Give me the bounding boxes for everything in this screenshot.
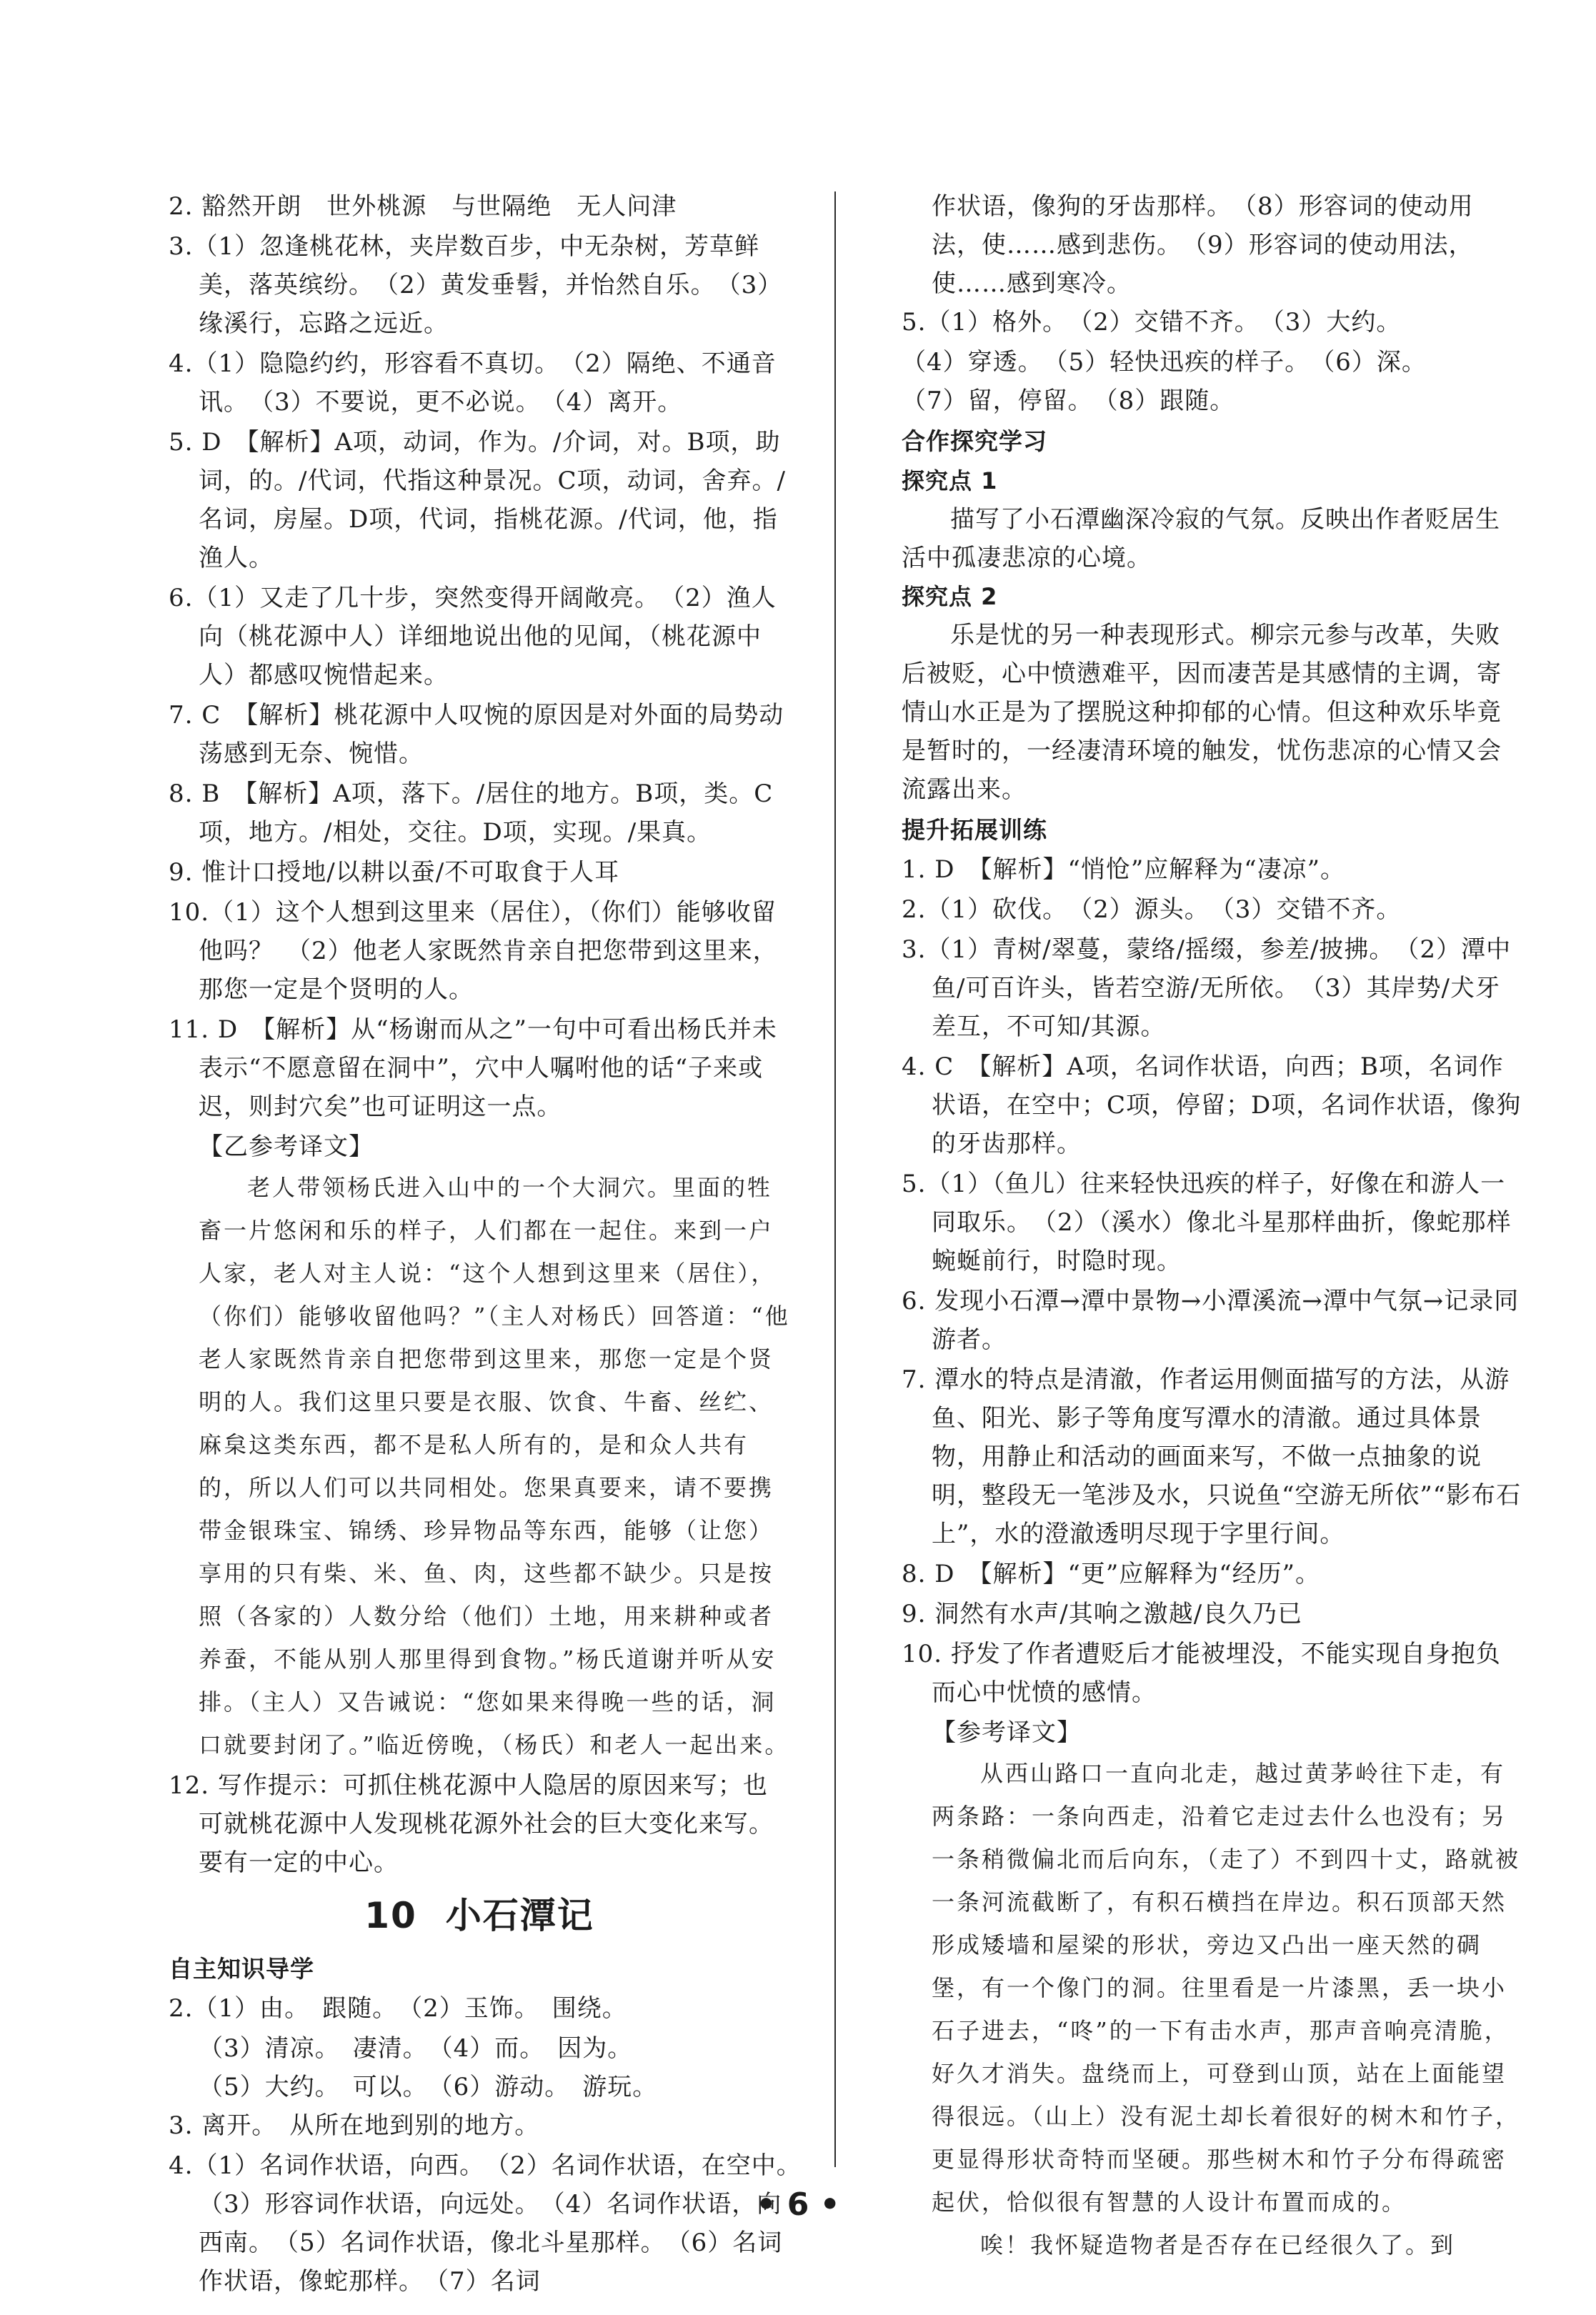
answer-8: 8. B 【解析】A项，落下。/居住的地方。B项，类。C项，地方。/相处，交往。D项，实现。/果真。 <box>169 780 774 847</box>
self-answer-4: 4.（1）名词作状语，向西。 （2）名词作状语，在空中。 （3）形容词作状语，向远处。 （4）名词作状语，向西南。 （5）名词作状语，像北斗星那样。 （6）名词作状语，像蛇那样。 （7）名词 <box>169 2151 814 2296</box>
reference-translation-title: 【参考译文】 <box>932 1718 1082 1747</box>
self-answer-2-line3: （5）大约。 可以。 （6）游动。 游玩。 <box>199 2073 658 2101</box>
explore-point-1-title: 探究点 1 <box>902 467 998 494</box>
answer-10: 10.（1）这个人想到这里来（居住），（你们）能够收留他吗？ （2）他老人家既然肯亲自把您带到这里来，那您一定是个贤明的人。 <box>169 898 778 1004</box>
answer-3: 3.（1）忽逢桃花林，夹岸数百步，中无杂树，芳草鲜美，落英缤纷。 （2）黄发垂髫，并怡然自乐。 （3）缘溪行，忘路之远近。 <box>169 232 783 338</box>
ext-answer-4: 4. C 【解析】A项，名词作状语，向西；B项，名词作状语，在空中；C项，停留；D项，名词作状语，像狗的牙齿那样。 <box>902 1052 1522 1158</box>
self-answer-5-line3: （7）留，停留。 （8）跟随。 <box>902 387 1235 415</box>
ext-answer-2: 2.（1）砍伐。 （2）源头。 （3）交错不齐。 <box>902 895 1402 924</box>
ext-answer-5: 5.（1）（鱼儿）往来轻快迅疾的样子，好像在和游人一同取乐。 （2）（溪水）像北斗星那样曲折，像蛇那样蜿蜒前行，时隐时现。 <box>902 1170 1512 1275</box>
column-divider <box>834 191 836 2167</box>
answer-5: 5. D 【解析】A项，动词，作为。/介词，对。B项，助词，的。/代词，代指这种景况。C项，动词，舍弃。/名词，房屋。D项，代词，指桃花源。/代词，他，指渔人。 <box>169 428 786 572</box>
self-answer-5: 5.（1）格外。 （2）交错不齐。 （3）大约。 <box>902 308 1402 337</box>
answer-12: 12. 写作提示：可抓住桃花源中人隐居的原因来写；也可就桃花源中人发现桃花源外社会的巨大变化来写。要有一定的中心。 <box>169 1771 774 1877</box>
self-answer-5-line2: （4）穿透。 （5）轻快迅疾的样子。 （6）深。 <box>902 348 1427 377</box>
answer-6: 6.（1）又走了几十步，突然变得开阔敞亮。 （2）渔人向（桃花源中人）详细地说出他的见闻，（桃花源中人）都感叹惋惜起来。 <box>169 584 777 689</box>
ext-answer-8: 8. D 【解析】“更”应解释为“经历”。 <box>902 1560 1321 1588</box>
ext-answer-10: 10. 抒发了作者遭贬后才能被埋没，不能实现自身抱负而心中忧愤的感情。 <box>902 1640 1501 1707</box>
answer-2: 2. 豁然开朗 世外桃源 与世隔绝 无人问津 <box>169 192 677 221</box>
translation-title: 【乙参考译文】 <box>199 1132 374 1161</box>
self-answer-2: 2.（1）由。 跟随。 （2）玉饰。 围绕。 <box>169 1994 627 2023</box>
ext-answer-9: 9. 洞然有水声/其响之激越/良久乃已 <box>902 1600 1303 1628</box>
ext-answer-6: 6. 发现小石潭→潭中景物→小潭溪流→潭中气氛→记录同游者。 <box>902 1287 1520 1354</box>
section-cooperative-study: 合作探究学习 <box>902 427 1047 455</box>
ext-answer-1: 1. D 【解析】“悄怆”应解释为“凄凉”。 <box>902 855 1346 884</box>
section-self-study: 自主知识导学 <box>169 1955 314 1983</box>
explore-point-2-text: 乐是忧的另一种表现形式。柳宗元参与改革，失败后被贬，心中愤懑难平，因而凄苦是其感情的主调，寄情山水正是为了摆脱这种抑郁的心情。但这种欢乐毕竟是暂时的，一经凄清环境的触发，忧伤悲凉的心情又会流露出来。 <box>902 621 1502 804</box>
ext-answer-3: 3.（1）青树/翠蔓，蒙络/摇缀，参差/披拂。 （2）潭中鱼/可百许头，皆若空游/无所依。 （3）其岸势/犬牙差互，不可知/其源。 <box>902 935 1512 1041</box>
answer-4: 4.（1）隐隐约约，形容看不真切。 （2）隔绝、不通音讯。 （3）不要说，更不必说。 （4）离开。 <box>169 349 777 417</box>
reference-translation-p2: 唉！我怀疑造物者是否存在已经很久了。到 <box>980 2231 1456 2259</box>
self-answer-2-line2: （3）清凉。 凄清。 （4）而。 因为。 <box>199 2034 633 2063</box>
explore-point-1-text: 描写了小石潭幽深冷寂的气氛。反映出作者贬居生活中孤凄悲凉的心境。 <box>902 505 1500 572</box>
self-answer-4-continued: 作状语，像狗的牙齿那样。 （8）形容词的使动用法，使……感到悲伤。 （9）形容词的使动用法，使……感到寒冷。 <box>932 192 1474 298</box>
section-extension-training: 提升拓展训练 <box>902 816 1047 844</box>
reference-translation-p1: 从西山路口一直向北走，越过黄茅岭往下走，有两条路：一条向西走，沿着它走过去什么也没有；另一条稍微偏北而后向东，（走了）不到四十丈，路就被一条河流截断了，有积石横挡在岸边。积石顶部天然形成矮墙和屋梁的形状，旁边又凸出一座天然的碉堡，有一个像门的洞。往里看是一片漆黑，丢一块小石子进去，“咚”的一下有击水声，那声音响亮清脆，好久才消失。盘绕而上，可登到山顶，站在上面能望得很远。（山上）没有泥土却长着很好的树木和竹子，更显得形状奇特而坚硬。那些树木和竹子分布得疏密起伏，恰似很有智慧的人设计布置而成的。 <box>932 1760 1521 2216</box>
page-number: • 6 • <box>756 2186 840 2223</box>
explore-point-2-title: 探究点 2 <box>902 583 998 610</box>
answer-9: 9. 惟计口授地/以耕以蚕/不可取食于人耳 <box>169 858 620 887</box>
chapter-title: 小石潭记 <box>445 1895 594 1936</box>
ext-answer-7: 7. 潭水的特点是清澈，作者运用侧面描写的方法，从游鱼、阳光、影子等角度写潭水的清澈。通过具体景物，用静止和活动的画面来写，不做一点抽象的说明，整段无一笔涉及水，只说鱼“空游无所依”“影布石上”，水的澄澈透明尽现于字里行间。 <box>902 1365 1522 1548</box>
left-column <box>169 187 814 2302</box>
answer-7: 7. C 【解析】桃花源中人叹惋的原因是对外面的局势动荡感到无奈、惋惜。 <box>169 701 784 768</box>
right-column <box>902 187 1523 2266</box>
translation-text: 老人带领杨氏进入山中的一个大洞穴。里面的牲畜一片悠闲和乐的样子，人们都在一起住。来到一户人家，老人对主人说：“这个人想到这里来（居住），（你们）能够收留他吗？”（主人对杨氏）回答道：“他老人家既然肯亲自把您带到这里来，那您一定是个贤明的人。我们这里只要是衣服、饮食、牛畜、丝纻、麻枲这类东西，都不是私人所有的，是和众人共有的，所以人们可以共同相处。您果真要来，请不要携带金银珠宝、锦绣、珍异物品等东西，能够（让您）享用的只有柴、米、鱼、肉，这些都不缺少。只是按照（各家的）人数分给（他们）土地，用来耕种或者养蚕，不能从别人那里得到食物。”杨氏道谢并听从安排。（主人）又告诫说：“您如果来得晚一些的话，洞口就要封闭了。”临近傍晚，（杨氏）和老人一起出来。 <box>199 1174 790 1758</box>
chapter-heading <box>169 1883 790 1948</box>
chapter-number: 10 <box>364 1895 417 1936</box>
answer-11: 11. D 【解析】从“杨谢而从之”一句中可看出杨氏并未表示“不愿意留在洞中”，穴中人嘱咐他的话“子来或迟，则封穴矣”也可证明这一点。 <box>169 1015 777 1121</box>
self-answer-3: 3. 离开。 从所在地到别的地方。 <box>169 2111 540 2140</box>
